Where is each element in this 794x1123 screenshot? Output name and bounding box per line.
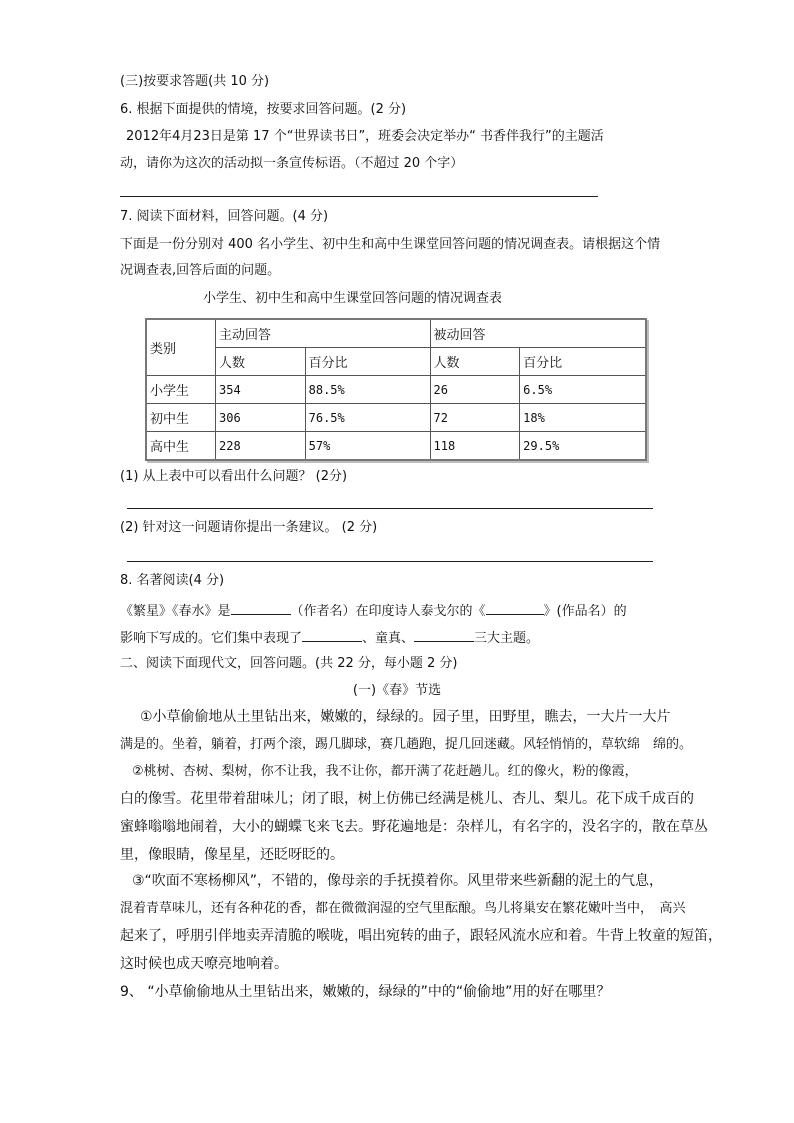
passage-line: ②桃树、杏树、梨树，你不让我，我不让你，都开满了花赶趟儿。红的像火，粉的像霞， — [132, 764, 638, 779]
passive-percent-cell: 18% — [520, 404, 646, 432]
q8-text: 、童真、 — [362, 631, 415, 646]
passive-count-cell: 72 — [430, 404, 520, 432]
passage-line: 起来了，呼朋引伴地卖弄清脆的喉咙，唱出宛转的曲子，跟轻风流水应和着。牛背上牧童的短笛， — [120, 928, 722, 944]
active-percent-cell: 76.5% — [305, 404, 430, 432]
question-9-stem: 9、 “小草偷偷地从土里钻出来，嫩嫩的，绿绿的”中的“偷偷地”用的好在哪里？ — [120, 984, 611, 1000]
table-row — [146, 404, 646, 432]
question-7-intro-line: 况调查表,回答后面的问题。 — [120, 263, 281, 278]
question-8-line — [120, 600, 627, 621]
passage-line: 里，像眼睛，像星星，还眨呀眨的。 — [120, 847, 344, 863]
question-7-subquestion-1: (1) 从上表中可以看出什么问题？ (2分) — [120, 469, 348, 484]
passage-line: 蜜蜂嗡嗡地闹着，大小的蝴蝶飞来飞去。野花遍地是：杂样儿，有名字的，没名字的，散在草丛 — [120, 819, 708, 835]
question-6-stem: 6. 根据下面提供的情境，按要求回答问题。(2 分) — [120, 102, 407, 117]
survey-table — [145, 318, 647, 461]
category-header-cell: 类别 — [146, 319, 216, 376]
question-7-stem: 7. 阅读下面材料，回答问题。(4 分) — [120, 209, 329, 224]
active-count-cell: 354 — [216, 376, 306, 404]
answer-line-q7-2[interactable] — [127, 561, 653, 562]
row-label-cell: 高中生 — [146, 432, 216, 461]
passage-line: 白的像雪。花里带着甜味儿；闭了眼，树上仿佛已经满是桃儿、杏儿、梨儿。花下成千成百的 — [120, 791, 694, 807]
question-6-context-line: 动，请你为这次的活动拟一条宣传标语。（不超过 20 个字） — [120, 156, 464, 171]
section-heading: 二、阅读下面现代文，回答问题。(共 22 分，每小题 2 分) — [120, 656, 458, 671]
table-row — [146, 376, 646, 404]
blank-theme-1[interactable] — [302, 627, 362, 642]
percent-header-cell: 百分比 — [305, 348, 430, 376]
blank-theme-2[interactable] — [414, 627, 474, 642]
active-count-cell: 228 — [216, 432, 306, 461]
question-6-context-line: 2012年4月23日是第 17 个“世界读书日”，班委会决定举办“ 书香伴我行”的主题活 — [126, 129, 604, 144]
count-header-cell: 人数 — [430, 348, 520, 376]
answer-line-q7-1[interactable] — [127, 508, 653, 509]
active-percent-cell: 88.5% — [305, 376, 430, 404]
question-7-intro-line: 下面是一份分别对 400 名小学生、初中生和高中生课堂回答问题的情况调查表。请根据这个情 — [120, 237, 661, 252]
passage-line: 满是的。坐着，躺着，打两个滚，踢几脚球，赛几趟跑，捉几回迷藏。风轻悄悄的，草软绵 绵的。 — [120, 737, 693, 752]
table-row — [146, 432, 646, 461]
table-subheader-row — [146, 348, 646, 376]
passive-answer-header-cell: 被动回答 — [430, 319, 646, 348]
q8-text: （作者名）在印度诗人泰戈尔的《 — [290, 604, 486, 619]
question-8-stem: 8. 名著阅读(4 分) — [120, 573, 225, 588]
section-heading: (三)按要求答题(共 10 分) — [120, 74, 270, 89]
count-header-cell: 人数 — [216, 348, 306, 376]
q8-text: 《繁星》《春水》是 — [120, 604, 231, 619]
passive-count-cell: 118 — [430, 432, 520, 461]
passive-percent-cell: 6.5% — [520, 376, 646, 404]
active-percent-cell: 57% — [305, 432, 430, 461]
table-title: 小学生、初中生和高中生课堂回答问题的情况调查表 — [203, 291, 503, 306]
blank-work-name[interactable] — [486, 600, 544, 615]
passage-line: ①小草偷偷地从土里钻出来，嫩嫩的，绿绿的。园子里，田野里，瞧去，一大片一大片 — [140, 709, 671, 725]
passage-line: 这时候也成天嘹亮地响着。 — [120, 956, 288, 972]
q8-text: 》(作品名）的 — [543, 604, 627, 619]
answer-line-q6[interactable] — [120, 196, 598, 197]
q8-text: 三大主题。 — [474, 631, 540, 646]
active-count-cell: 306 — [216, 404, 306, 432]
table-header-row — [146, 319, 646, 348]
passive-count-cell: 26 — [430, 376, 520, 404]
passive-percent-cell: 29.5% — [520, 432, 646, 461]
passage-line: ③“吹面不寒杨柳风”，不错的，像母亲的手抚摸着你。风里带来些新翻的泥土的气息， — [132, 873, 664, 889]
blank-author-name[interactable] — [231, 600, 291, 615]
active-answer-header-cell: 主动回答 — [216, 319, 431, 348]
percent-header-cell: 百分比 — [520, 348, 646, 376]
row-label-cell: 小学生 — [146, 376, 216, 404]
question-8-line — [120, 627, 539, 648]
row-label-cell: 初中生 — [146, 404, 216, 432]
q8-text: 影响下写成的。它们集中表现了 — [120, 631, 303, 646]
passage-line: 混着青草味儿，还有各种花的香，都在微微润湿的空气里酝酿。鸟儿将巢安在繁花嫩叶当中， 高兴 — [120, 901, 686, 916]
question-7-subquestion-2: (2) 针对这一问题请你提出一条建议。 (2 分) — [120, 520, 378, 535]
passage-title: (一)《春》节选 — [352, 683, 442, 698]
